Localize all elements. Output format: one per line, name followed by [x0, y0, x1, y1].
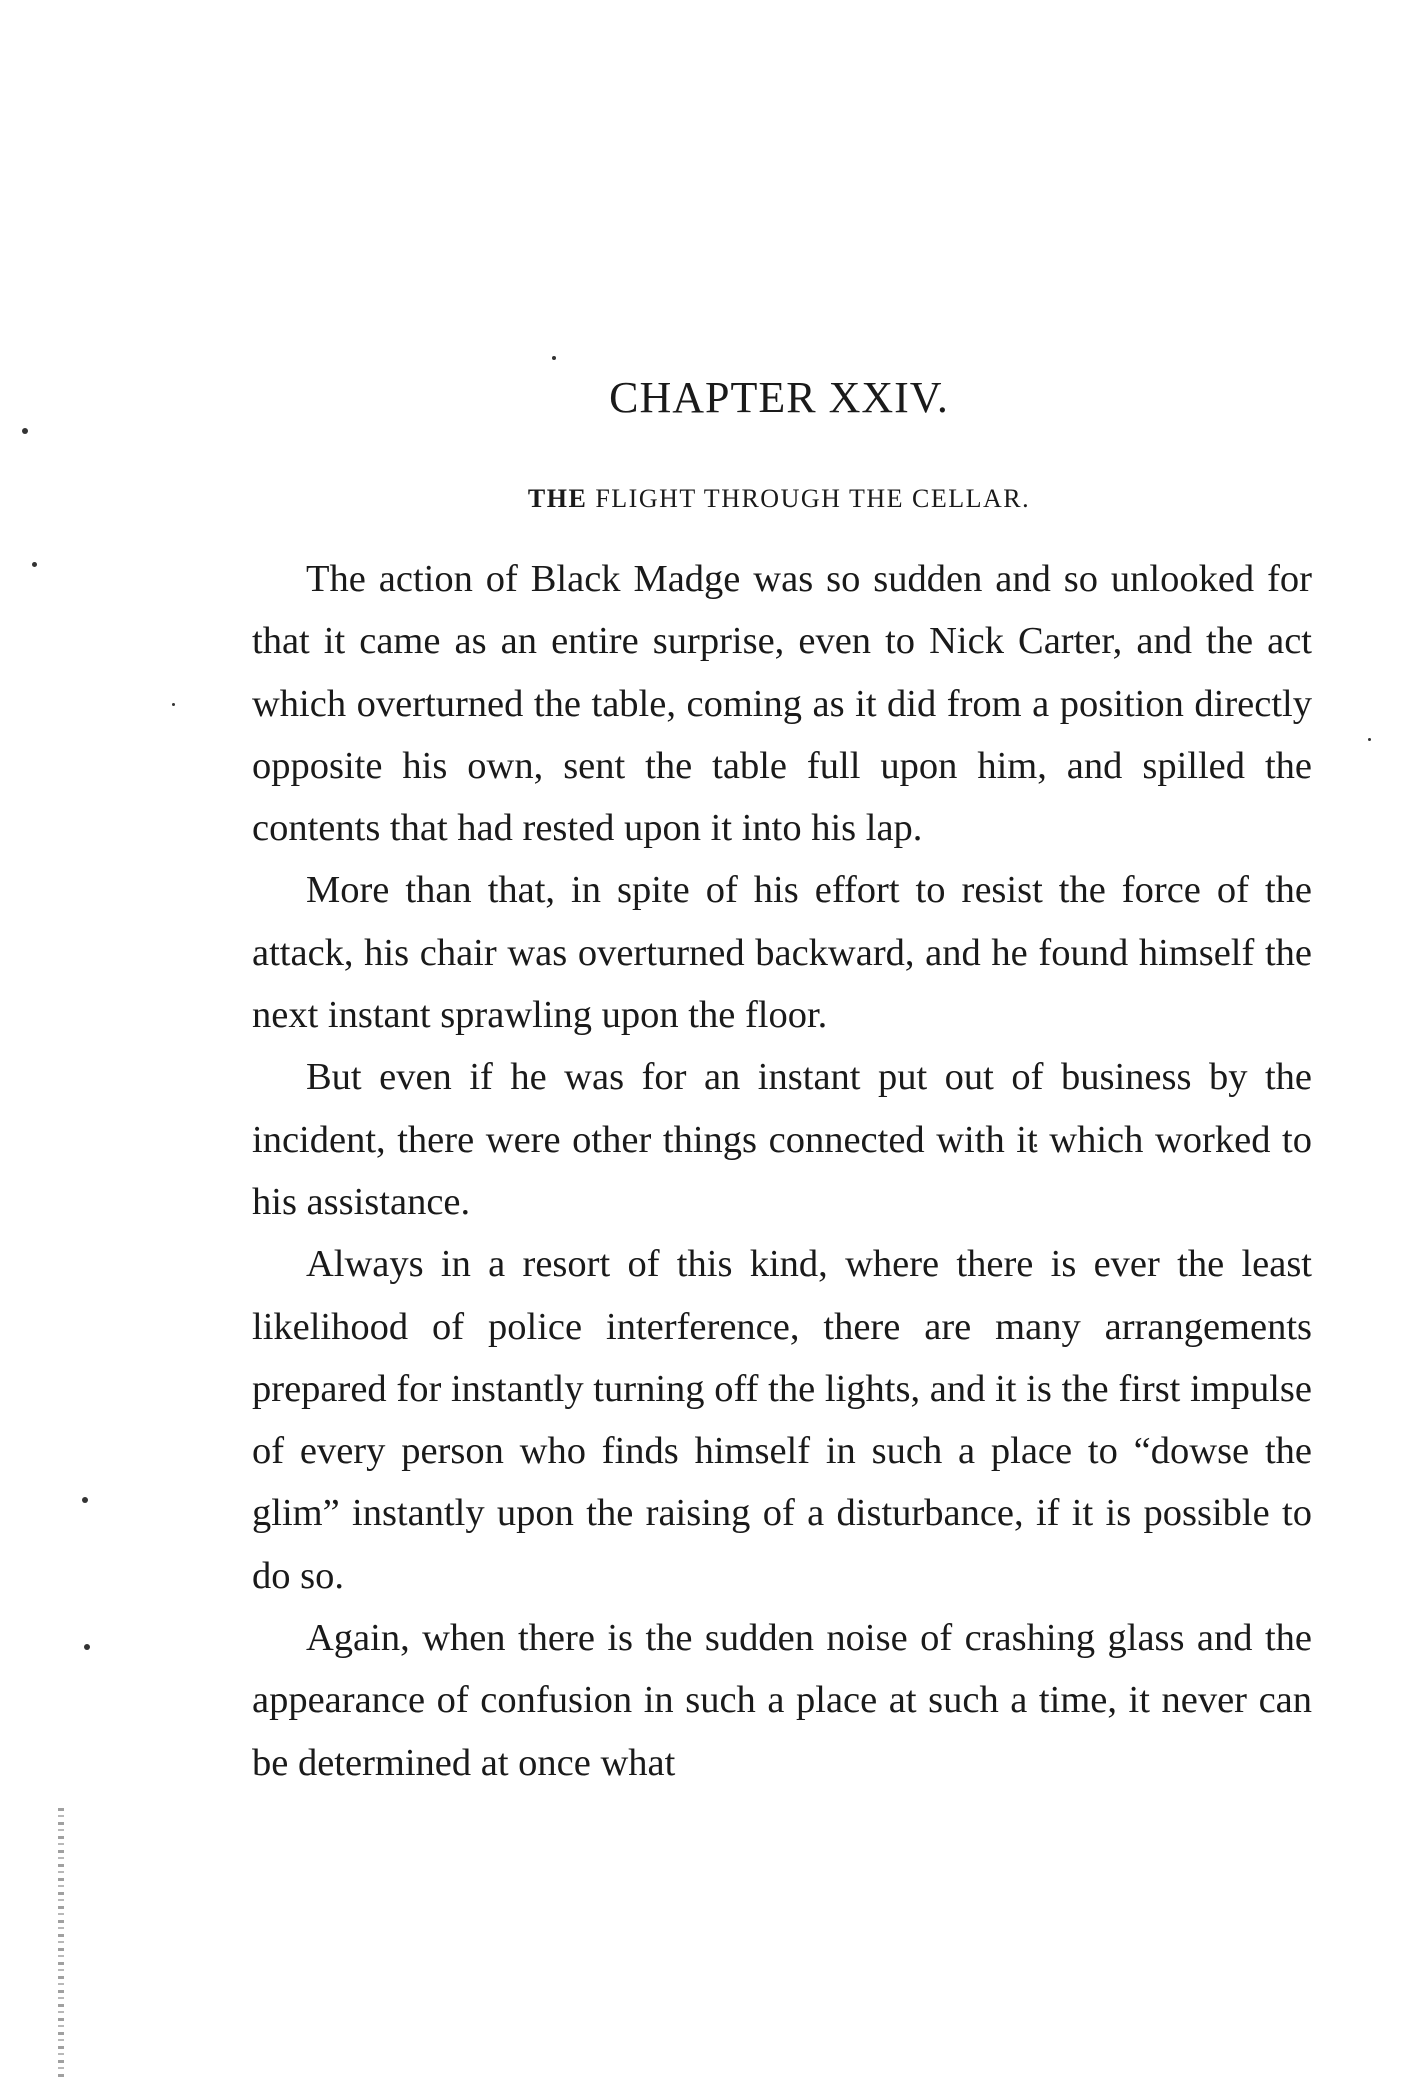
- chapter-body: [252, 548, 1312, 1794]
- chapter-subtitle-first-word: THE: [527, 484, 588, 513]
- chapter-subtitle: [0, 484, 1428, 514]
- scan-edge-noise: [58, 1808, 64, 2078]
- paragraph: But even if he was for an instant put out of business by the incident, there were other things connected with it which worked to his assistance.: [252, 1056, 1312, 1223]
- paragraph: Always in a resort of this kind, where there is ever the least likelihood of police interference, there are many arrangements prepared for instantly turning off the lights, and it is the first impulse of every person who finds himself in such a place to “dowse the glim” instantly upon the raising of a disturbance, if it is possible to do so.: [252, 1243, 1312, 1597]
- paragraph: More than that, in spite of his effort to resist the force of the attack, his chair was overturned backward, and he found himself the next instant sprawling upon the floor.: [252, 869, 1312, 1037]
- paragraph: Again, when there is the sudden noise of crashing glass and the appearance of confusion in such a place at such a time, it never can be determined at once what: [252, 1617, 1312, 1784]
- paragraph: The action of Black Madge was so sudden and so unlooked for that it came as an entire surprise, even to Nick Carter, and the act which overturned the table, coming as it did from a position directly opposite his own, sent the table full upon him, and spilled the contents that had rested upon it into his lap.: [252, 558, 1312, 850]
- chapter-subtitle-rest: FLIGHT THROUGH THE CELLAR.: [587, 484, 1031, 513]
- chapter-title: CHAPTER XXIV.: [609, 373, 949, 422]
